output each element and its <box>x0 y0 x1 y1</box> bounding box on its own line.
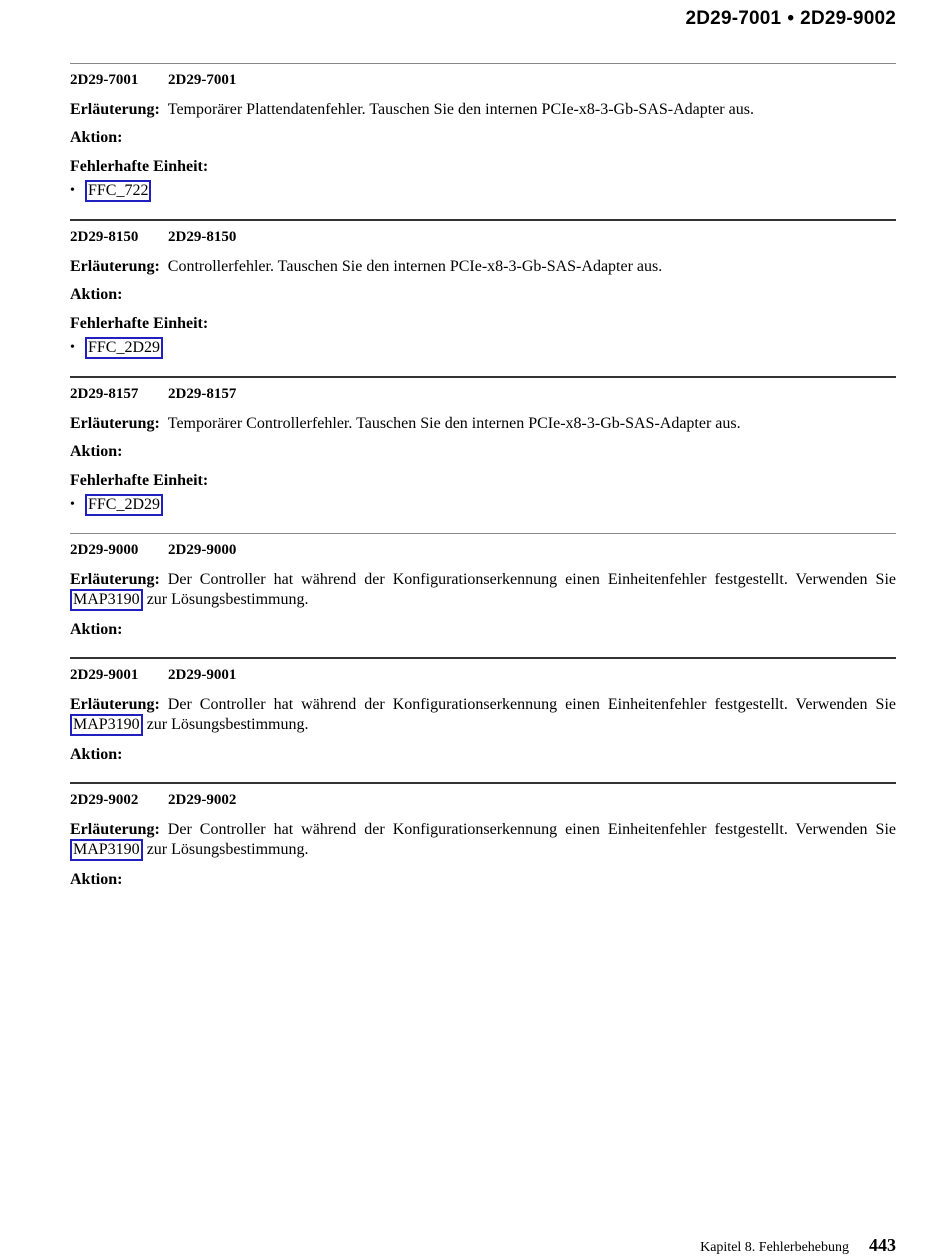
error-code-line <box>70 386 896 404</box>
explanation-paragraph <box>70 820 896 861</box>
explanation-label: Erläuterung: <box>70 571 160 588</box>
error-code-repeat: 2D29-9000 <box>168 542 237 558</box>
error-code-line <box>70 72 896 90</box>
failing-unit-label: Fehlerhafte Einheit: <box>70 315 209 332</box>
list-item <box>70 337 896 359</box>
explanation-text: Temporärer Controllerfehler. Tauschen Sie den internen PCIe-x8-3-Gb-SAS-Adapter aus. <box>167 415 741 432</box>
explanation-text: Der Controller hat während der Konfigurationserkennung einen Einheitenfehler festgestellt. Verwenden Sie <box>167 821 896 838</box>
explanation-label: Erläuterung: <box>70 821 160 838</box>
error-code-repeat: 2D29-8157 <box>168 386 237 402</box>
chapter-title: Kapitel 8. Fehlerbehebung <box>700 1240 849 1255</box>
action-label: Aktion: <box>70 621 123 638</box>
error-entry <box>70 219 896 376</box>
error-code-line <box>70 667 896 685</box>
ffc-link[interactable]: FFC_2D29 <box>85 337 163 359</box>
action-label: Aktion: <box>70 443 123 460</box>
error-entry <box>70 657 896 782</box>
page-footer <box>700 1235 896 1256</box>
action-label: Aktion: <box>70 746 123 763</box>
explanation-text-end: zur Lösungsbestimmung. <box>146 716 309 733</box>
failing-unit-list <box>70 337 896 359</box>
bullet-icon: • <box>70 340 75 355</box>
error-code: 2D29-8150 <box>70 229 139 245</box>
explanation-text-end: zur Lösungsbestimmung. <box>146 591 309 608</box>
error-entry <box>70 63 896 219</box>
action-label: Aktion: <box>70 286 123 303</box>
map-link[interactable]: MAP3190 <box>70 589 143 611</box>
action-label: Aktion: <box>70 871 123 888</box>
error-code: 2D29-9001 <box>70 667 139 683</box>
explanation-paragraph <box>70 257 896 276</box>
error-entry <box>70 533 896 657</box>
document-body <box>70 63 896 907</box>
page-number: 443 <box>869 1235 896 1255</box>
map-link[interactable]: MAP3190 <box>70 839 143 861</box>
ffc-link[interactable]: FFC_2D29 <box>85 494 163 516</box>
ffc-link[interactable]: FFC_722 <box>85 180 151 202</box>
explanation-label: Erläuterung: <box>70 415 160 432</box>
error-code: 2D29-8157 <box>70 386 139 402</box>
running-header <box>685 8 896 30</box>
failing-unit-list <box>70 180 896 202</box>
explanation-text: Der Controller hat während der Konfigurationserkennung einen Einheitenfehler festgestellt. Verwenden Sie <box>167 571 896 588</box>
explanation-paragraph <box>70 570 896 611</box>
explanation-label: Erläuterung: <box>70 101 160 118</box>
error-entry <box>70 782 896 907</box>
explanation-text: Der Controller hat während der Konfigurationserkennung einen Einheitenfehler festgestellt. Verwenden Sie <box>167 696 896 713</box>
error-code-line <box>70 542 896 560</box>
action-label: Aktion: <box>70 129 123 146</box>
list-item <box>70 494 896 516</box>
error-code: 2D29-9002 <box>70 792 139 808</box>
error-code-repeat: 2D29-8150 <box>168 229 237 245</box>
error-code: 2D29-7001 <box>70 72 139 88</box>
bullet-icon: • <box>70 183 75 198</box>
failing-unit-list <box>70 494 896 516</box>
header-separator: • <box>787 8 795 29</box>
explanation-text: Temporärer Plattendatenfehler. Tauschen Sie den internen PCIe-x8-3-Gb-SAS-Adapter aus. <box>167 101 754 118</box>
error-code-repeat: 2D29-9001 <box>168 667 237 683</box>
error-code: 2D29-9000 <box>70 542 139 558</box>
error-code-line <box>70 792 896 810</box>
explanation-label: Erläuterung: <box>70 258 160 275</box>
list-item <box>70 180 896 202</box>
explanation-paragraph <box>70 100 896 119</box>
explanation-paragraph <box>70 695 896 736</box>
map-link[interactable]: MAP3190 <box>70 714 143 736</box>
explanation-label: Erläuterung: <box>70 696 160 713</box>
error-entry <box>70 376 896 533</box>
bullet-icon: • <box>70 497 75 512</box>
explanation-text-end: zur Lösungsbestimmung. <box>146 841 309 858</box>
explanation-text: Controllerfehler. Tauschen Sie den internen PCIe-x8-3-Gb-SAS-Adapter aus. <box>167 258 663 275</box>
failing-unit-label: Fehlerhafte Einheit: <box>70 472 209 489</box>
failing-unit-label: Fehlerhafte Einheit: <box>70 158 209 175</box>
error-code-line <box>70 229 896 247</box>
error-code-repeat: 2D29-9002 <box>168 792 237 808</box>
explanation-paragraph <box>70 414 896 433</box>
header-range-start: 2D29-7001 <box>685 8 782 29</box>
error-code-repeat: 2D29-7001 <box>168 72 237 88</box>
header-range-end: 2D29-9002 <box>800 8 896 29</box>
